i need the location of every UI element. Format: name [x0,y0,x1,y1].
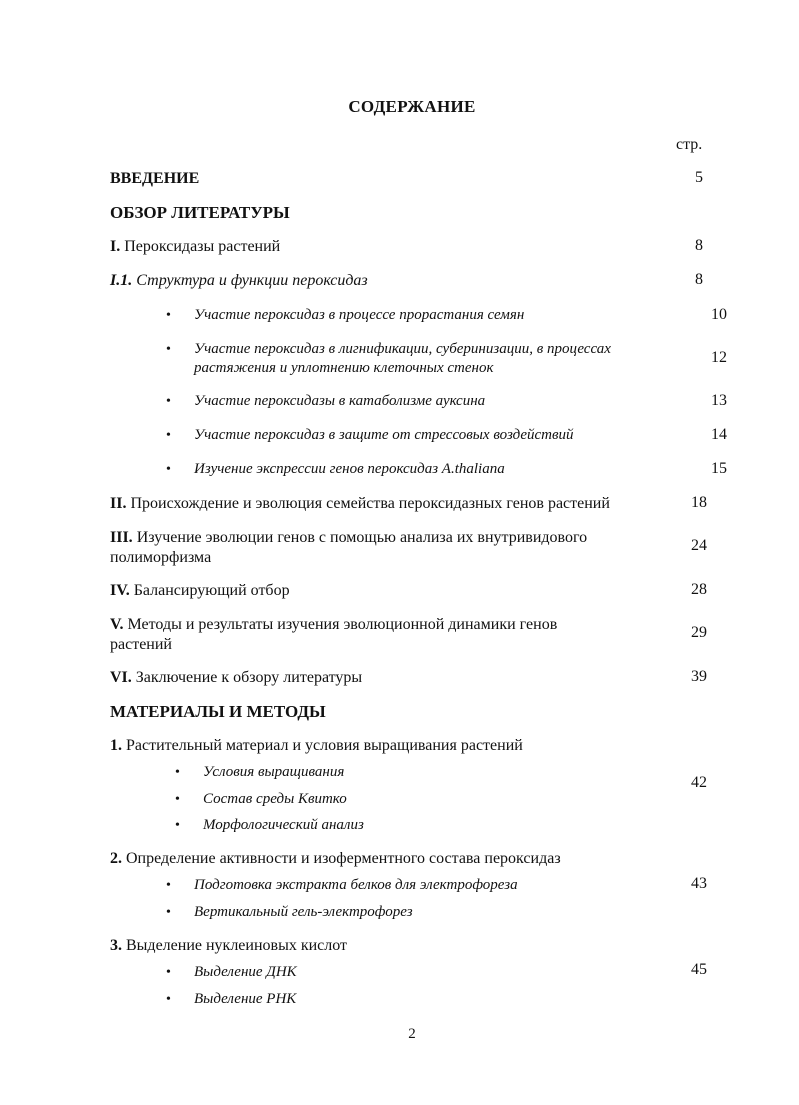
toc-label: Состав среды Квитко [203,791,347,807]
toc-number: IV. [110,582,130,599]
toc-page-number: 14 [711,426,727,443]
toc-label: Морфологический анализ [203,817,364,833]
toc-label: Выделение ДНК [194,964,297,980]
bullet-icon: • [166,342,171,357]
toc-page-number: 15 [711,460,727,477]
bullet-icon: • [166,965,171,980]
toc-label: Участие пероксидазы в катаболизме ауксина [194,393,486,409]
toc-page-number: 8 [695,271,703,288]
bullet-icon: • [166,905,171,920]
toc-label: ВВЕДЕНИЕ [110,170,200,187]
toc-page-number: 28 [691,581,707,598]
page-title: СОДЕРЖАНИЕ [348,97,476,116]
toc-number: VI. [110,669,132,686]
toc-label: Условия выращивания [203,764,345,780]
toc-number: 3. [110,937,122,954]
toc-bullet[interactable] [166,426,754,445]
bullet-icon: • [166,394,171,409]
toc-label: Определение активности и изоферментного состава пероксидаз [126,850,561,867]
toc-label: Изучение эволюции генов с помощью анализа их внутривидового полиморфизма [110,529,588,566]
toc-bullet[interactable] [166,876,754,895]
toc-number: II. [110,495,127,512]
toc-page-number: 8 [695,237,703,254]
toc-label: Методы и результаты изучения эволюционной динамики генов растений [110,616,558,653]
toc-entry-intro[interactable] [110,169,722,189]
toc-page-number: 42 [691,774,707,791]
toc-number: III. [110,529,133,546]
bullet-icon: • [175,818,180,833]
bullet-icon: • [166,428,171,443]
toc-section-methods[interactable] [110,702,722,722]
toc-entry-i[interactable] [110,237,722,257]
toc-bullet[interactable] [166,306,754,325]
toc-label: Выделение РНК [194,991,297,1007]
toc-number: 1. [110,737,122,754]
toc-page-number: 29 [691,624,707,641]
toc-bullet[interactable] [175,763,763,782]
toc-bullet[interactable] [175,816,763,835]
toc-page-number: 5 [695,169,703,186]
toc-label: Подготовка экстракта белков для электрофореза [194,877,518,893]
toc-label: Заключение к обзору литературы [135,669,363,686]
toc-bullet[interactable] [166,963,754,982]
toc-bullet[interactable] [166,340,727,378]
toc-bullet[interactable] [166,392,754,411]
toc-page-number: 43 [691,875,707,892]
toc-section-review[interactable] [110,203,722,223]
toc-label: Структура и функции пероксидаз [136,272,368,289]
toc-number: V. [110,616,124,633]
bullet-icon: • [175,765,180,780]
toc-label: Балансирующий отбор [133,582,290,599]
toc-bullet[interactable] [166,990,754,1009]
toc-page-number: 24 [691,537,707,554]
toc-entry-i1[interactable] [110,271,722,291]
toc-page-number: 45 [691,961,707,978]
toc-entry-v[interactable] [110,615,722,655]
toc-number: I.1. [110,272,133,289]
toc-number: 2. [110,850,122,867]
toc-page-number: 18 [691,494,707,511]
toc-label: Участие пероксидаз в процессе прорастания семян [194,307,525,323]
toc-label: Пероксидазы растений [124,238,281,255]
toc-label: Участие пероксидаз в лигнификации, суберинизации, в процессах растяжения и уплотнению клеточных стенок [194,341,611,376]
toc-label: Происхождение и эволюция семейства пероксидазных генов растений [130,495,610,512]
toc-page-number: 39 [691,668,707,685]
bullet-icon: • [166,878,171,893]
toc-page-number: 13 [711,392,727,409]
toc-bullet[interactable] [175,790,763,809]
toc-page-number: 10 [711,306,727,323]
toc-entry-ii[interactable] [110,494,722,514]
bullet-icon: • [175,792,180,807]
toc-label: ОБЗОР ЛИТЕРАТУРЫ [110,203,290,222]
toc-bullet[interactable] [166,460,754,479]
bullet-icon: • [166,308,171,323]
toc-page-number: 12 [711,349,727,366]
bullet-icon: • [166,462,171,477]
bullet-icon: • [166,992,171,1007]
toc-label: Участие пероксидаз в защите от стрессовых воздействий [194,427,574,443]
toc-number: I. [110,238,121,255]
toc-label: МАТЕРИАЛЫ И МЕТОДЫ [110,702,326,721]
toc-label: Вертикальный гель-электрофорез [194,904,413,920]
toc-label: Выделение нуклеиновых кислот [126,937,348,954]
toc-entry-m1[interactable] [110,736,722,791]
toc-bullet[interactable] [166,903,754,922]
toc-entry-iv[interactable] [110,581,722,601]
toc-entry-vi[interactable] [110,668,722,688]
toc-entry-iii[interactable] [110,528,722,568]
toc-label: Изучение экспрессии генов пероксидаз A.thaliana [194,461,505,477]
page-number: 2 [408,1026,416,1042]
toc-label: Растительный материал и условия выращивания растений [126,737,523,754]
page-column-label: стр. [676,136,703,153]
